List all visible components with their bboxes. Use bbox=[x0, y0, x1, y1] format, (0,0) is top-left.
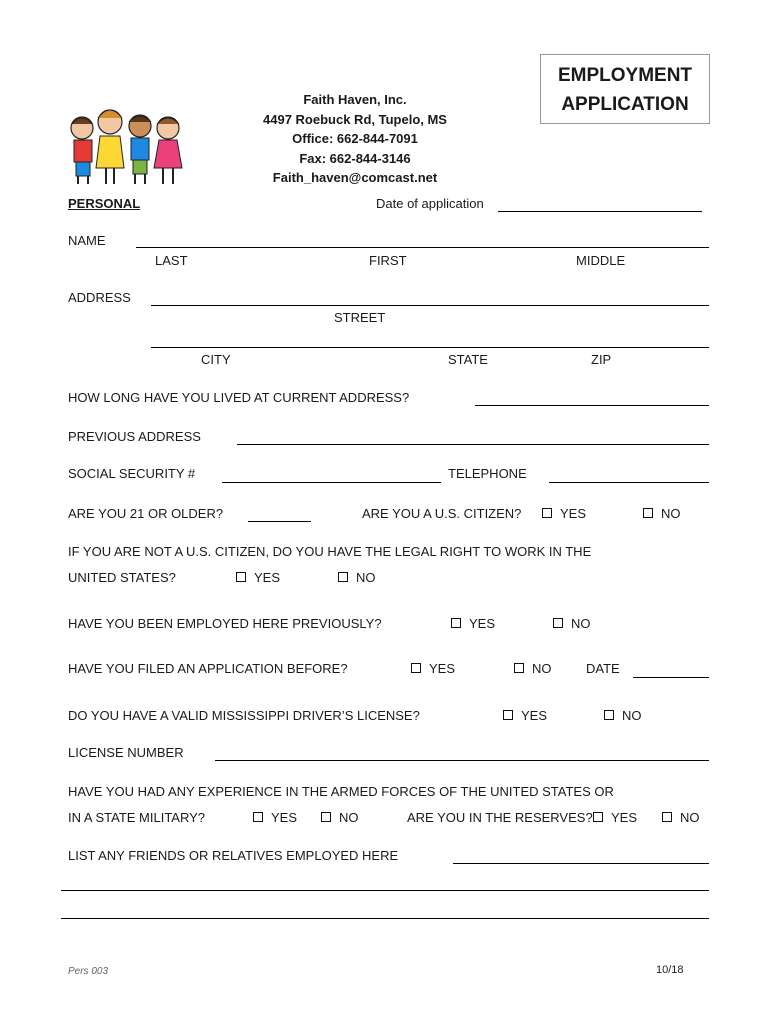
address-city-sublabel: CITY bbox=[201, 352, 231, 367]
age-21-field[interactable] bbox=[248, 521, 311, 522]
drivers-license-label: DO YOU HAVE A VALID MISSISSIPPI DRIVER’S LICENSE? bbox=[68, 708, 420, 723]
age-21-label: ARE YOU 21 OR OLDER? bbox=[68, 506, 224, 521]
checkbox-icon[interactable] bbox=[411, 663, 421, 673]
address-city-state-zip-field[interactable] bbox=[151, 347, 709, 348]
date-of-application-label: Date of application bbox=[376, 196, 484, 211]
filed-application-date-label: DATE bbox=[586, 661, 620, 676]
armed-forces-no-option[interactable]: NO bbox=[321, 810, 359, 825]
name-first-sublabel: FIRST bbox=[369, 253, 407, 268]
license-number-label: LICENSE NUMBER bbox=[68, 745, 184, 760]
checkbox-icon[interactable] bbox=[662, 812, 672, 822]
checkbox-icon[interactable] bbox=[236, 572, 246, 582]
legal-right-no-option[interactable]: NO bbox=[338, 570, 376, 585]
drivers-license-no-option[interactable]: NO bbox=[604, 708, 642, 723]
armed-forces-label-line1: HAVE YOU HAD ANY EXPERIENCE IN THE ARMED FORCES OF THE UNITED STATES OR bbox=[68, 784, 614, 799]
citizen-yes-option[interactable]: YES bbox=[542, 506, 586, 521]
employed-previously-label: HAVE YOU BEEN EMPLOYED HERE PREVIOUSLY? bbox=[68, 616, 382, 631]
reserves-no-option[interactable]: NO bbox=[662, 810, 700, 825]
reserves-label: ARE YOU IN THE RESERVES? bbox=[407, 810, 593, 825]
friends-relatives-label: LIST ANY FRIENDS OR RELATIVES EMPLOYED HERE bbox=[68, 848, 399, 863]
ssn-field[interactable] bbox=[222, 482, 441, 483]
form-id: Pers 003 bbox=[68, 966, 109, 977]
previous-address-label: PREVIOUS ADDRESS bbox=[68, 429, 201, 444]
friends-relatives-field[interactable] bbox=[453, 863, 709, 864]
friends-relatives-line-2[interactable] bbox=[61, 890, 709, 891]
name-middle-sublabel: MIDDLE bbox=[576, 253, 626, 268]
checkbox-icon[interactable] bbox=[643, 508, 653, 518]
company-name: Faith Haven, Inc. bbox=[303, 92, 407, 107]
checkbox-icon[interactable] bbox=[604, 710, 614, 720]
section-personal-heading: PERSONAL bbox=[68, 196, 141, 211]
friends-relatives-line-3[interactable] bbox=[61, 918, 709, 919]
telephone-field[interactable] bbox=[549, 482, 709, 483]
form-title-line2: APPLICATION bbox=[561, 94, 689, 115]
company-email: Faith_haven@comcast.net bbox=[272, 170, 438, 185]
employed-previously-no-option[interactable]: NO bbox=[553, 616, 591, 631]
form-title-box bbox=[540, 54, 710, 124]
checkbox-icon[interactable] bbox=[593, 812, 603, 822]
previous-address-field[interactable] bbox=[237, 444, 709, 445]
checkbox-icon[interactable] bbox=[503, 710, 513, 720]
form-revision: 10/18 bbox=[656, 964, 684, 976]
reserves-yes-option[interactable]: YES bbox=[593, 810, 637, 825]
armed-forces-yes-option[interactable]: YES bbox=[253, 810, 297, 825]
company-logo-kids bbox=[64, 96, 190, 190]
address-state-sublabel: STATE bbox=[448, 352, 488, 367]
address-zip-sublabel: ZIP bbox=[591, 352, 612, 367]
legal-right-label-line1: IF YOU ARE NOT A U.S. CITIZEN, DO YOU HAVE THE LEGAL RIGHT TO WORK IN THE bbox=[68, 544, 592, 559]
drivers-license-yes-option[interactable]: YES bbox=[503, 708, 547, 723]
company-fax: Fax: 662-844-3146 bbox=[299, 150, 411, 166]
checkbox-icon[interactable] bbox=[321, 812, 331, 822]
checkbox-icon[interactable] bbox=[514, 663, 524, 673]
name-field[interactable] bbox=[136, 247, 709, 248]
ssn-label: SOCIAL SECURITY # bbox=[68, 466, 196, 481]
how-long-label: HOW LONG HAVE YOU LIVED AT CURRENT ADDRESS? bbox=[68, 390, 410, 405]
address-street-sublabel: STREET bbox=[334, 310, 386, 325]
license-number-field[interactable] bbox=[215, 760, 709, 761]
telephone-label: TELEPHONE bbox=[448, 466, 527, 481]
company-address: 4497 Roebuck Rd, Tupelo, MS bbox=[263, 111, 447, 127]
form-title-line1: EMPLOYMENT bbox=[557, 65, 693, 86]
checkbox-icon[interactable] bbox=[451, 618, 461, 628]
company-header bbox=[245, 90, 465, 188]
checkbox-icon[interactable] bbox=[253, 812, 263, 822]
filed-application-date-field[interactable] bbox=[633, 677, 709, 678]
address-street-field[interactable] bbox=[151, 305, 709, 306]
citizen-label: ARE YOU A U.S. CITIZEN? bbox=[362, 506, 522, 521]
date-of-application-field[interactable] bbox=[498, 211, 702, 212]
name-label: NAME bbox=[68, 233, 106, 248]
filed-application-no-option[interactable]: NO bbox=[514, 661, 552, 676]
how-long-field[interactable] bbox=[475, 405, 709, 406]
legal-right-label-line2: UNITED STATES? bbox=[68, 570, 176, 585]
checkbox-icon[interactable] bbox=[553, 618, 563, 628]
filed-application-yes-option[interactable]: YES bbox=[411, 661, 455, 676]
checkbox-icon[interactable] bbox=[338, 572, 348, 582]
filed-application-label: HAVE YOU FILED AN APPLICATION BEFORE? bbox=[68, 661, 348, 676]
name-last-sublabel: LAST bbox=[155, 253, 188, 268]
citizen-no-option[interactable]: NO bbox=[643, 506, 681, 521]
employed-previously-yes-option[interactable]: YES bbox=[451, 616, 495, 631]
company-office-phone: Office: 662-844-7091 bbox=[292, 131, 418, 146]
armed-forces-label-line2: IN A STATE MILITARY? bbox=[68, 810, 206, 825]
legal-right-yes-option[interactable]: YES bbox=[236, 570, 280, 585]
address-label: ADDRESS bbox=[68, 290, 131, 305]
checkbox-icon[interactable] bbox=[542, 508, 552, 518]
